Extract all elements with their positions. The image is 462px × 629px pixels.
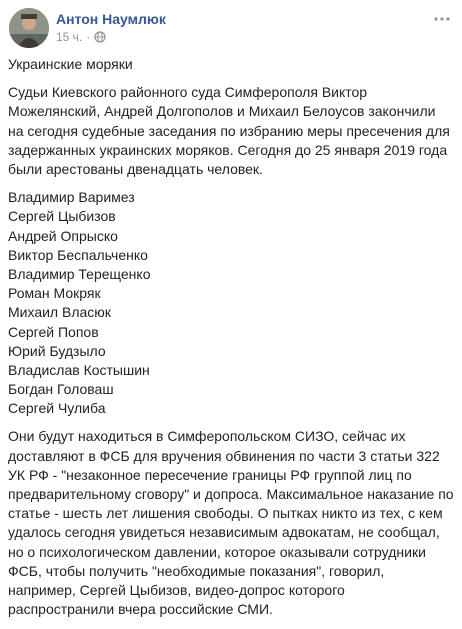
author-name[interactable]: Антон Наумлюк — [56, 11, 166, 27]
list-item: Андрей Опрыско — [8, 227, 118, 244]
avatar[interactable] — [9, 8, 49, 48]
more-options-icon[interactable] — [434, 12, 450, 22]
list-item: Владимир Варимез — [8, 189, 135, 206]
list-item: Богдан Головаш — [8, 381, 114, 398]
list-item: Сергей Попов — [8, 323, 99, 340]
list-item: Владимир Терещенко — [8, 265, 151, 282]
post-paragraph: Судьи Киевского районного суда Симферополя Виктор Можелянский, Андрей Долгополов и Михаил Белоусов закончили на сегодня судебные заседания по избранию меры пресечения для задержанных украинских моряков. Сегодня до 25 января 2019 года были арестованы двенадцать человек. — [8, 84, 450, 178]
post-meta — [56, 30, 106, 44]
list-item: Сергей Чулиба — [8, 400, 106, 417]
globe-icon[interactable] — [94, 31, 106, 43]
list-item: Михаил Власюк — [8, 304, 111, 321]
post-paragraph: Они будут находиться в Симферопольском СИЗО, сейчас их доставляют в ФСБ для вручения обвинения по части 3 статьи 322 УК РФ - "незаконное пересечение границы РФ группой лиц по предварительному сговору" и допроса. Максимальное наказание по статье - шесть лет лишения свободы. О пытках никто из тех, с кем удалось сегодня увидеться независимым адвокатам, не сообщал, но о психологическом давлении, которое оказывали сотрудники ФСБ, чтобы получить "необходимые показания", говорил, например, Сергей Цыбизов, видео-допрос которого распространили вчера российские СМИ. — [8, 428, 454, 618]
names-list — [8, 188, 454, 418]
list-item: Юрий Будзыло — [8, 342, 106, 359]
avatar-image — [9, 8, 49, 48]
post-time[interactable]: 15 ч. — [56, 30, 83, 44]
post-heading: Украинские моряки — [8, 56, 133, 72]
list-item: Роман Мокряк — [8, 285, 101, 302]
list-item: Виктор Беспальченко — [8, 246, 148, 263]
list-item: Владислав Костышин — [8, 361, 150, 378]
list-item: Сергей Цыбизов — [8, 208, 116, 225]
post-body — [8, 55, 454, 629]
meta-separator: · — [86, 30, 91, 44]
